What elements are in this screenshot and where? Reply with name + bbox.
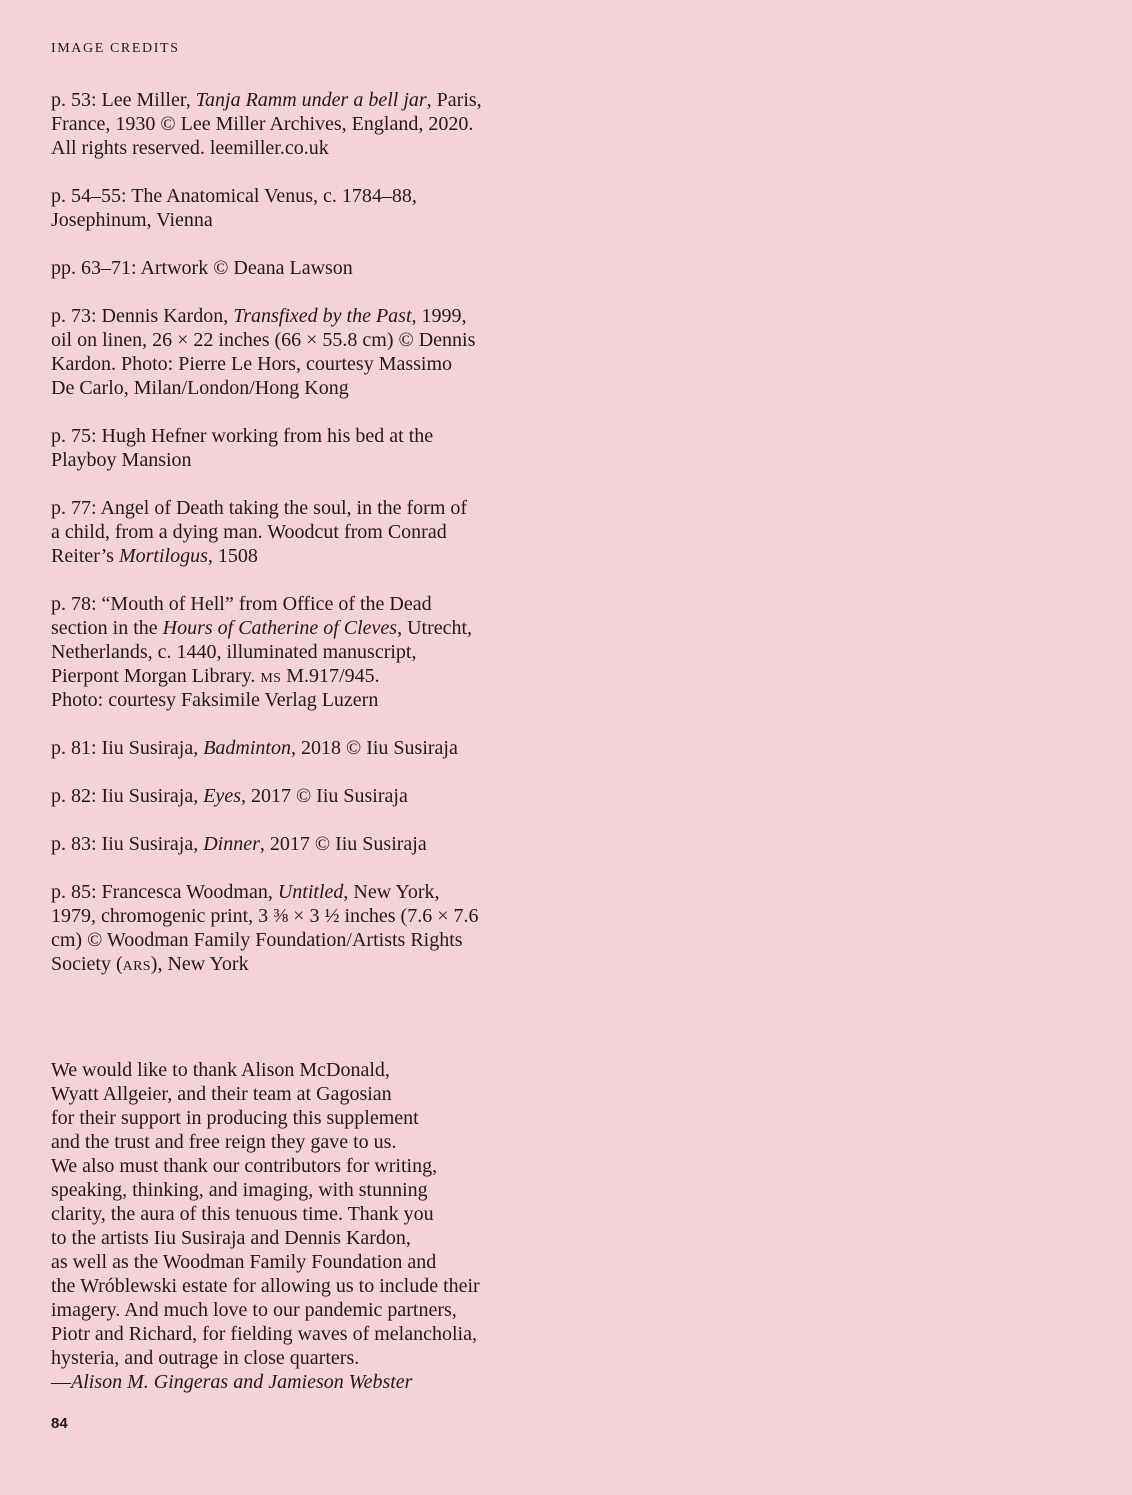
credit-entry (51, 736, 1132, 760)
text-segment: 1979, chromogenic print, 3 ⅜ × 3 ½ inches (7.6 × 7.6 (51, 905, 479, 927)
credit-line (51, 616, 1132, 640)
credit-line (51, 880, 1132, 904)
text-segment: , Utrecht, (397, 617, 473, 639)
credit-line (51, 736, 1132, 760)
credit-entry (51, 832, 1132, 856)
text-segment: , Paris, (426, 89, 482, 111)
credit-entry (51, 424, 1132, 472)
text-segment: ms (260, 665, 282, 687)
credit-line (51, 184, 1132, 208)
text-segment: , 2017 © Iiu Susiraja (259, 833, 427, 855)
acknowledgement-line (51, 1226, 1132, 1250)
credit-line (51, 952, 1132, 976)
text-segment: oil on linen, 26 × 22 inches (66 × 55.8 cm) © Dennis (51, 329, 476, 351)
text-segment: to the artists Iiu Susiraja and Dennis Kardon, (51, 1227, 411, 1249)
text-segment: p. 82: Iiu Susiraja, (51, 785, 204, 807)
credit-line (51, 832, 1132, 856)
text-segment: pp. 63–71: Artwork © Deana Lawson (51, 257, 353, 279)
text-segment: p. 85: Francesca Woodman, (51, 881, 278, 903)
text-segment: We also must thank our contributors for writing, (51, 1155, 438, 1177)
credit-line (51, 448, 1132, 472)
credit-entry (51, 256, 1132, 280)
text-segment: the Wróblewski estate for allowing us to include their (51, 1275, 480, 1297)
text-segment: Hours of Catherine of Cleves (162, 617, 398, 639)
text-segment: We would like to thank Alison McDonald, (51, 1059, 390, 1081)
text-segment: , 2018 © Iiu Susiraja (291, 737, 458, 759)
text-segment: Wyatt Allgeier, and their team at Gagosian (51, 1083, 392, 1105)
text-segment: Transfixed by the Past (233, 305, 412, 327)
credit-line (51, 256, 1132, 280)
text-segment: Kardon. Photo: Pierre Le Hors, courtesy Massimo (51, 353, 453, 375)
text-segment: Untitled (277, 881, 344, 903)
credit-entry (51, 784, 1132, 808)
acknowledgement-line (51, 1082, 1132, 1106)
text-segment: p. 78: “Mouth of Hell” from Office of the Dead (51, 593, 432, 615)
acknowledgement-line (51, 1130, 1132, 1154)
credit-line (51, 496, 1132, 520)
text-segment: cm) © Woodman Family Foundation/Artists Rights (51, 929, 463, 951)
text-segment: Pierpont Morgan Library. (51, 665, 261, 687)
text-segment: Reiter’s (51, 545, 119, 567)
acknowledgement-line (51, 1154, 1132, 1178)
acknowledgement-line (51, 1298, 1132, 1322)
credit-entry (51, 304, 1132, 400)
credit-entry (51, 88, 1132, 160)
credit-line (51, 928, 1132, 952)
acknowledgement-line (51, 1346, 1132, 1370)
text-segment: Badminton (203, 737, 291, 759)
acknowledgement-line (51, 1106, 1132, 1130)
text-segment: Dinner (203, 833, 260, 855)
text-segment: a child, from a dying man. Woodcut from Conrad (51, 521, 447, 543)
text-segment: p. 75: Hugh Hefner working from his bed at the (51, 425, 434, 447)
text-segment: Eyes (203, 785, 241, 807)
credit-line (51, 328, 1132, 352)
text-segment: p. 73: Dennis Kardon, (51, 305, 234, 327)
credit-line (51, 544, 1132, 568)
credit-line (51, 136, 1132, 160)
text-segment: M.917/945. (281, 665, 380, 687)
acknowledgement-line (51, 1370, 1132, 1394)
text-segment: p. 83: Iiu Susiraja, (51, 833, 204, 855)
credit-line (51, 640, 1132, 664)
text-segment: p. 77: Angel of Death taking the soul, in the form of (51, 497, 468, 519)
text-segment: Photo: courtesy Faksimile Verlag Luzern (51, 689, 379, 711)
text-segment: and the trust and free reign they gave to us. (51, 1131, 397, 1153)
text-segment: France, 1930 © Lee Miller Archives, England, 2020. (51, 113, 474, 135)
page-number: 84 (51, 1415, 68, 1432)
credit-entry (51, 184, 1132, 232)
text-segment: , 2017 © Iiu Susiraja (240, 785, 408, 807)
text-segment: for their support in producing this supplement (51, 1107, 419, 1129)
credit-line (51, 304, 1132, 328)
text-segment: speaking, thinking, and imaging, with stunning (51, 1179, 428, 1201)
text-segment: Mortilogus (118, 545, 208, 567)
text-segment: as well as the Woodman Family Foundation and (51, 1251, 437, 1273)
acknowledgement-line (51, 1250, 1132, 1274)
credits-list (51, 88, 1132, 976)
text-segment: Playboy Mansion (51, 449, 192, 471)
credit-line (51, 352, 1132, 376)
text-segment: Piotr and Richard, for fielding waves of melancholia, (51, 1323, 477, 1345)
text-segment: , New York, (343, 881, 440, 903)
credit-line (51, 88, 1132, 112)
credit-line (51, 208, 1132, 232)
credit-line (51, 904, 1132, 928)
credit-entry (51, 496, 1132, 568)
acknowledgement (51, 1058, 1132, 1394)
credit-line (51, 592, 1132, 616)
text-segment: Josephinum, Vienna (51, 209, 213, 231)
text-segment: All rights reserved. leemiller.co.uk (51, 137, 329, 159)
acknowledgement-line (51, 1202, 1132, 1226)
text-segment: p. 54–55: The Anatomical Venus, c. 1784–88, (51, 185, 417, 207)
page-title: IMAGE CREDITS (51, 41, 180, 56)
credit-line (51, 424, 1132, 448)
acknowledgement-line (51, 1058, 1132, 1082)
text-segment: ), New York (150, 953, 249, 975)
text-segment: , 1508 (207, 545, 258, 567)
text-segment: Society ( (51, 953, 123, 975)
credit-line (51, 520, 1132, 544)
credit-line (51, 664, 1132, 688)
text-segment: — (51, 1371, 71, 1393)
text-segment: clarity, the aura of this tenuous time. Thank you (51, 1203, 434, 1225)
text-segment: Tanja Ramm under a bell jar (195, 89, 427, 111)
text-segment: section in the (51, 617, 163, 639)
text-segment: ars (122, 953, 151, 975)
acknowledgement-line (51, 1178, 1132, 1202)
credit-line (51, 688, 1132, 712)
acknowledgement-line (51, 1322, 1132, 1346)
credit-entry (51, 880, 1132, 976)
text-segment: De Carlo, Milan/London/Hong Kong (51, 377, 349, 399)
credit-line (51, 784, 1132, 808)
text-segment: imagery. And much love to our pandemic partners, (51, 1299, 457, 1321)
text-segment: , 1999, (411, 305, 467, 327)
text-segment: p. 81: Iiu Susiraja, (51, 737, 204, 759)
text-segment: p. 53: Lee Miller, (51, 89, 196, 111)
text-segment: Alison M. Gingeras and Jamieson Webster (71, 1371, 413, 1393)
text-segment: hysteria, and outrage in close quarters. (51, 1347, 360, 1369)
credit-line (51, 376, 1132, 400)
text-segment: Netherlands, c. 1440, illuminated manuscript, (51, 641, 417, 663)
acknowledgement-line (51, 1274, 1132, 1298)
credit-entry (51, 592, 1132, 712)
credit-line (51, 112, 1132, 136)
